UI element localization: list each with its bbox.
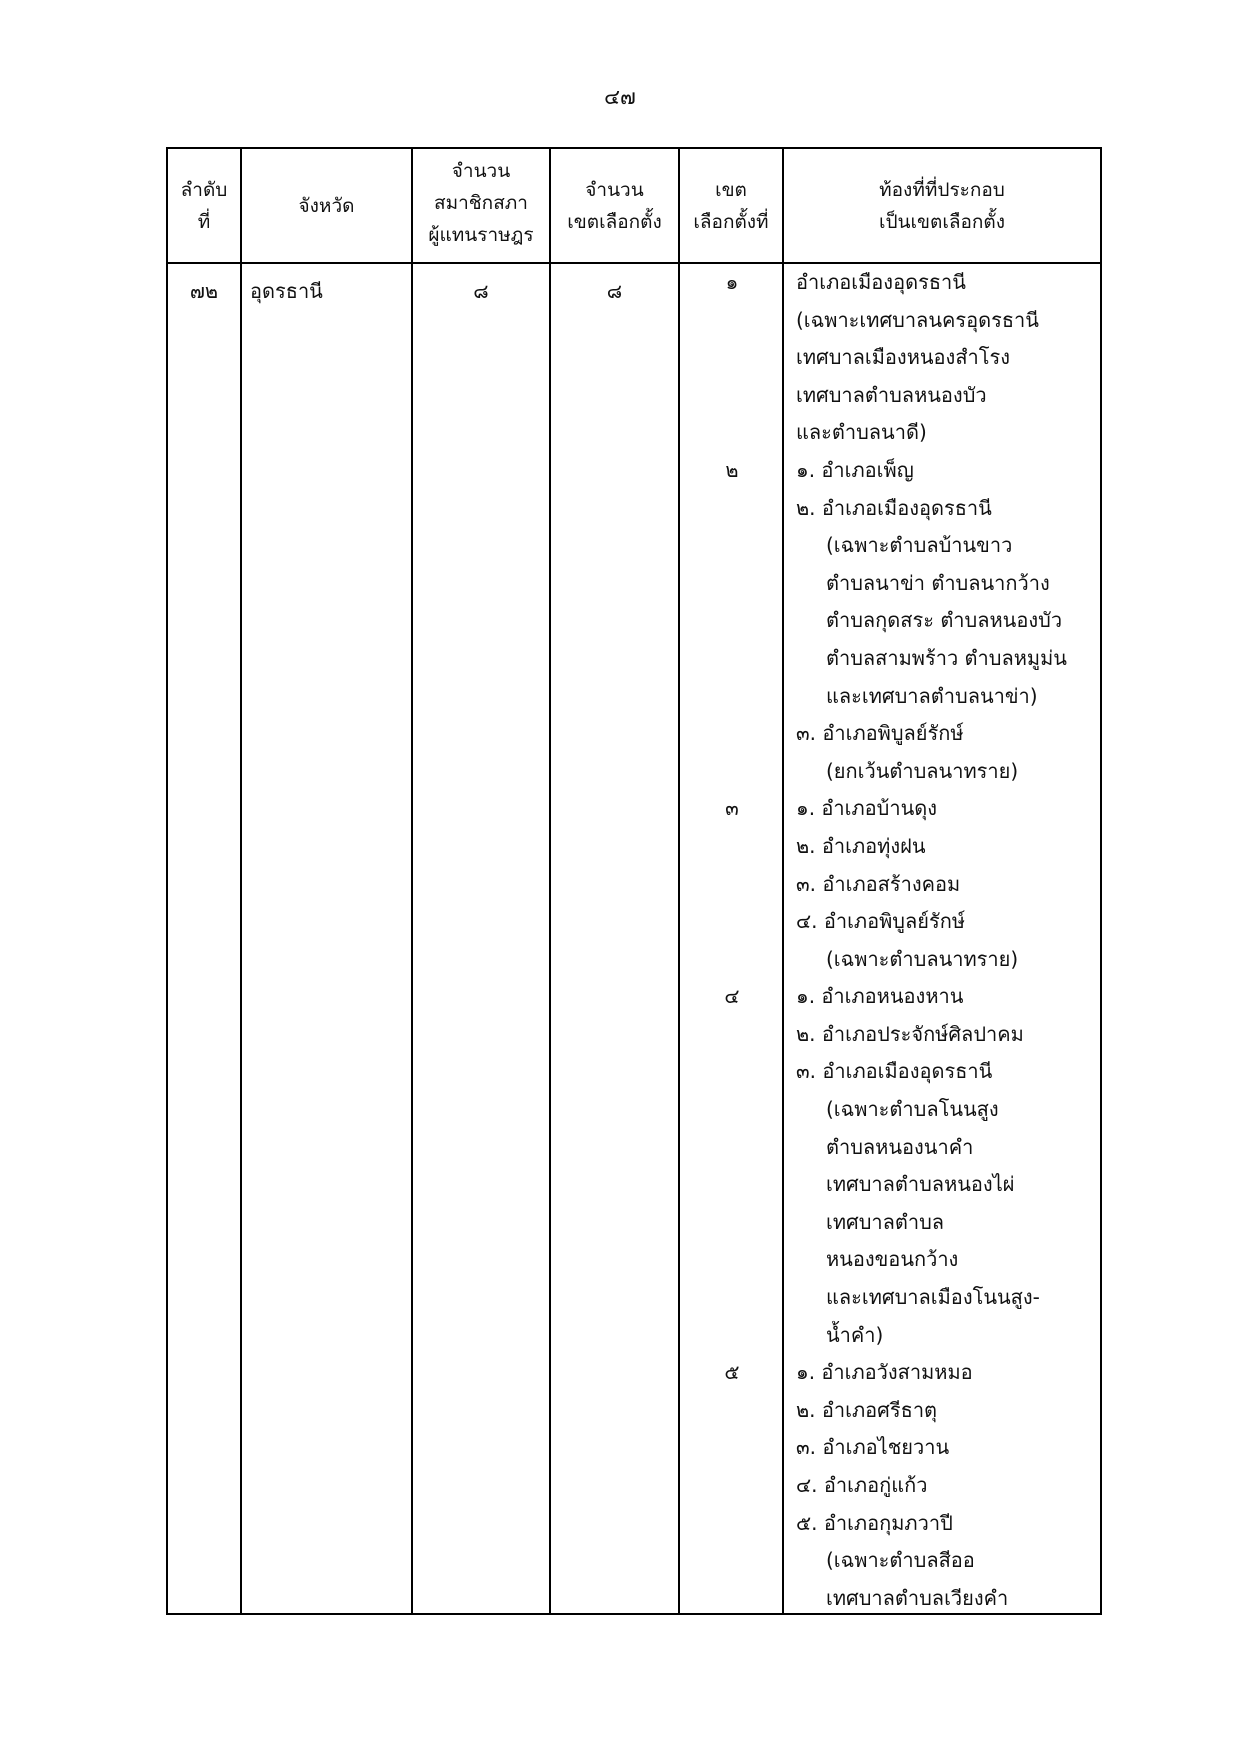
constituency-block [680,1354,1100,1617]
constituency-block [680,978,1100,1354]
area-line: ๒. อำเภอเมืองอุดรธานี [796,495,992,520]
header-order-line1: ลำดับ [180,178,228,201]
area-line: และเทศบาลเมืองโนนสูง- [826,1285,1040,1310]
area-line: และตำบลนาดี) [796,420,927,445]
header-mp-count-line3: ผู้แทนราษฎร [428,224,534,246]
area-line: (เฉพาะตำบลบ้านขาว [826,533,1013,558]
row-province: อุดรธานี [250,279,323,303]
constituency-areas [796,978,1100,1354]
area-line: ๒. อำเภอทุ่งฝน [796,833,926,858]
area-line: ๒. อำเภอศรีธาตุ [796,1397,938,1422]
constituency-areas [796,452,1100,790]
area-line: น้ำคำ) [826,1322,884,1347]
area-line: เทศบาลตำบล [826,1209,945,1234]
header-province [242,149,411,262]
constituency-areas [796,790,1100,978]
area-line: เทศบาลเมืองหนองสำโรง [796,345,1011,370]
area-line: ตำบลนาข่า ตำบลนากว้าง [826,570,1050,595]
header-constituency-count-line2: เขตเลือกตั้ง [567,210,662,233]
constituency-number: ๓ [725,796,739,821]
constituency-number: ๕ [724,1360,740,1385]
area-line: ๓. อำเภอเมืองอุดรธานี [796,1059,993,1084]
area-line: (เฉพาะตำบลโนนสูง [826,1097,999,1122]
constituency-list [680,264,1100,1617]
area-line: และเทศบาลตำบลนาข่า) [826,683,1038,708]
area-line: ๔. อำเภอพิบูลย์รักษ์ [796,909,966,934]
area-line: ๕. อำเภอกุมภวาปี [796,1510,953,1535]
header-constituency-count-line1: จำนวน [585,178,644,201]
area-line: เทศบาลตำบลหนองบัว [796,382,987,407]
header-area [784,149,1100,262]
column-divider [240,149,242,1613]
constituency-areas [796,1354,1100,1617]
area-line: ๑. อำเภอหนองหาน [796,984,964,1009]
area-line: ๑. อำเภอวังสามหมอ [796,1360,973,1385]
header-area-line1: ท้องที่ที่ประกอบ [879,178,1005,201]
header-constituency-no [680,149,782,262]
row-constituency-count: ๘ [606,279,623,303]
header-mp-count [413,149,549,262]
area-line: ตำบลสามพร้าว ตำบลหมูม่น [826,645,1067,670]
area-line: (เฉพาะเทศบาลนครอุดรธานี [796,307,1039,332]
constituency-number: ๔ [724,984,740,1009]
constituency-areas [796,264,1100,452]
header-constituency-no-line2: เลือกตั้งที่ [693,210,769,233]
area-line: ๓. อำเภอไชยวาน [796,1435,950,1460]
column-divider [549,149,551,1613]
area-line: ๓. อำเภอพิบูลย์รักษ์ [796,721,964,746]
constituency-number: ๒ [725,457,739,482]
constituency-table [166,147,1102,1615]
constituency-block [680,264,1100,452]
area-line: ๑. อำเภอบ้านดุง [796,796,938,821]
page-number: ๔๗ [604,85,636,109]
header-mp-count-line1: จำนวน [451,160,511,182]
header-constituency-no-line1: เขต [715,178,747,201]
header-constituency-count [551,149,678,262]
row-mp-count: ๘ [473,279,489,303]
area-line: (เฉพาะตำบลสีออ [826,1548,975,1573]
header-order [168,149,240,262]
header-province-line1: จังหวัด [298,194,355,217]
area-line: (ยกเว้นตำบลนาทราย) [826,758,1019,783]
header-mp-count-line2: สมาชิกสภา [434,192,528,214]
row-order: ๗๒ [189,279,219,303]
constituency-number: ๑ [725,270,739,294]
constituency-block [680,790,1100,978]
header-order-line2: ที่ [197,210,211,233]
area-line: ตำบลหนองนาคำ [826,1134,974,1159]
column-divider [411,149,413,1613]
area-line: ๓. อำเภอสร้างคอม [796,871,961,896]
area-line: เทศบาลตำบลเวียงคำ [826,1585,1009,1610]
area-line: ตำบลกุดสระ ตำบลหนองบัว [826,608,1063,633]
area-line: ๒. อำเภอประจักษ์ศิลปาคม [796,1021,1024,1046]
area-line: ๑. อำเภอเพ็ญ [796,457,914,482]
constituency-block [680,452,1100,790]
area-line: อำเภอเมืองอุดรธานี [796,270,966,294]
area-line: เทศบาลตำบลหนองไผ่ [826,1172,1015,1197]
area-line: หนองขอนกว้าง [826,1247,959,1272]
area-line: (เฉพาะตำบลนาทราย) [826,946,1019,971]
header-area-line2: เป็นเขตเลือกตั้ง [878,210,1006,233]
area-line: ๔. อำเภอกู่แก้ว [796,1473,928,1497]
